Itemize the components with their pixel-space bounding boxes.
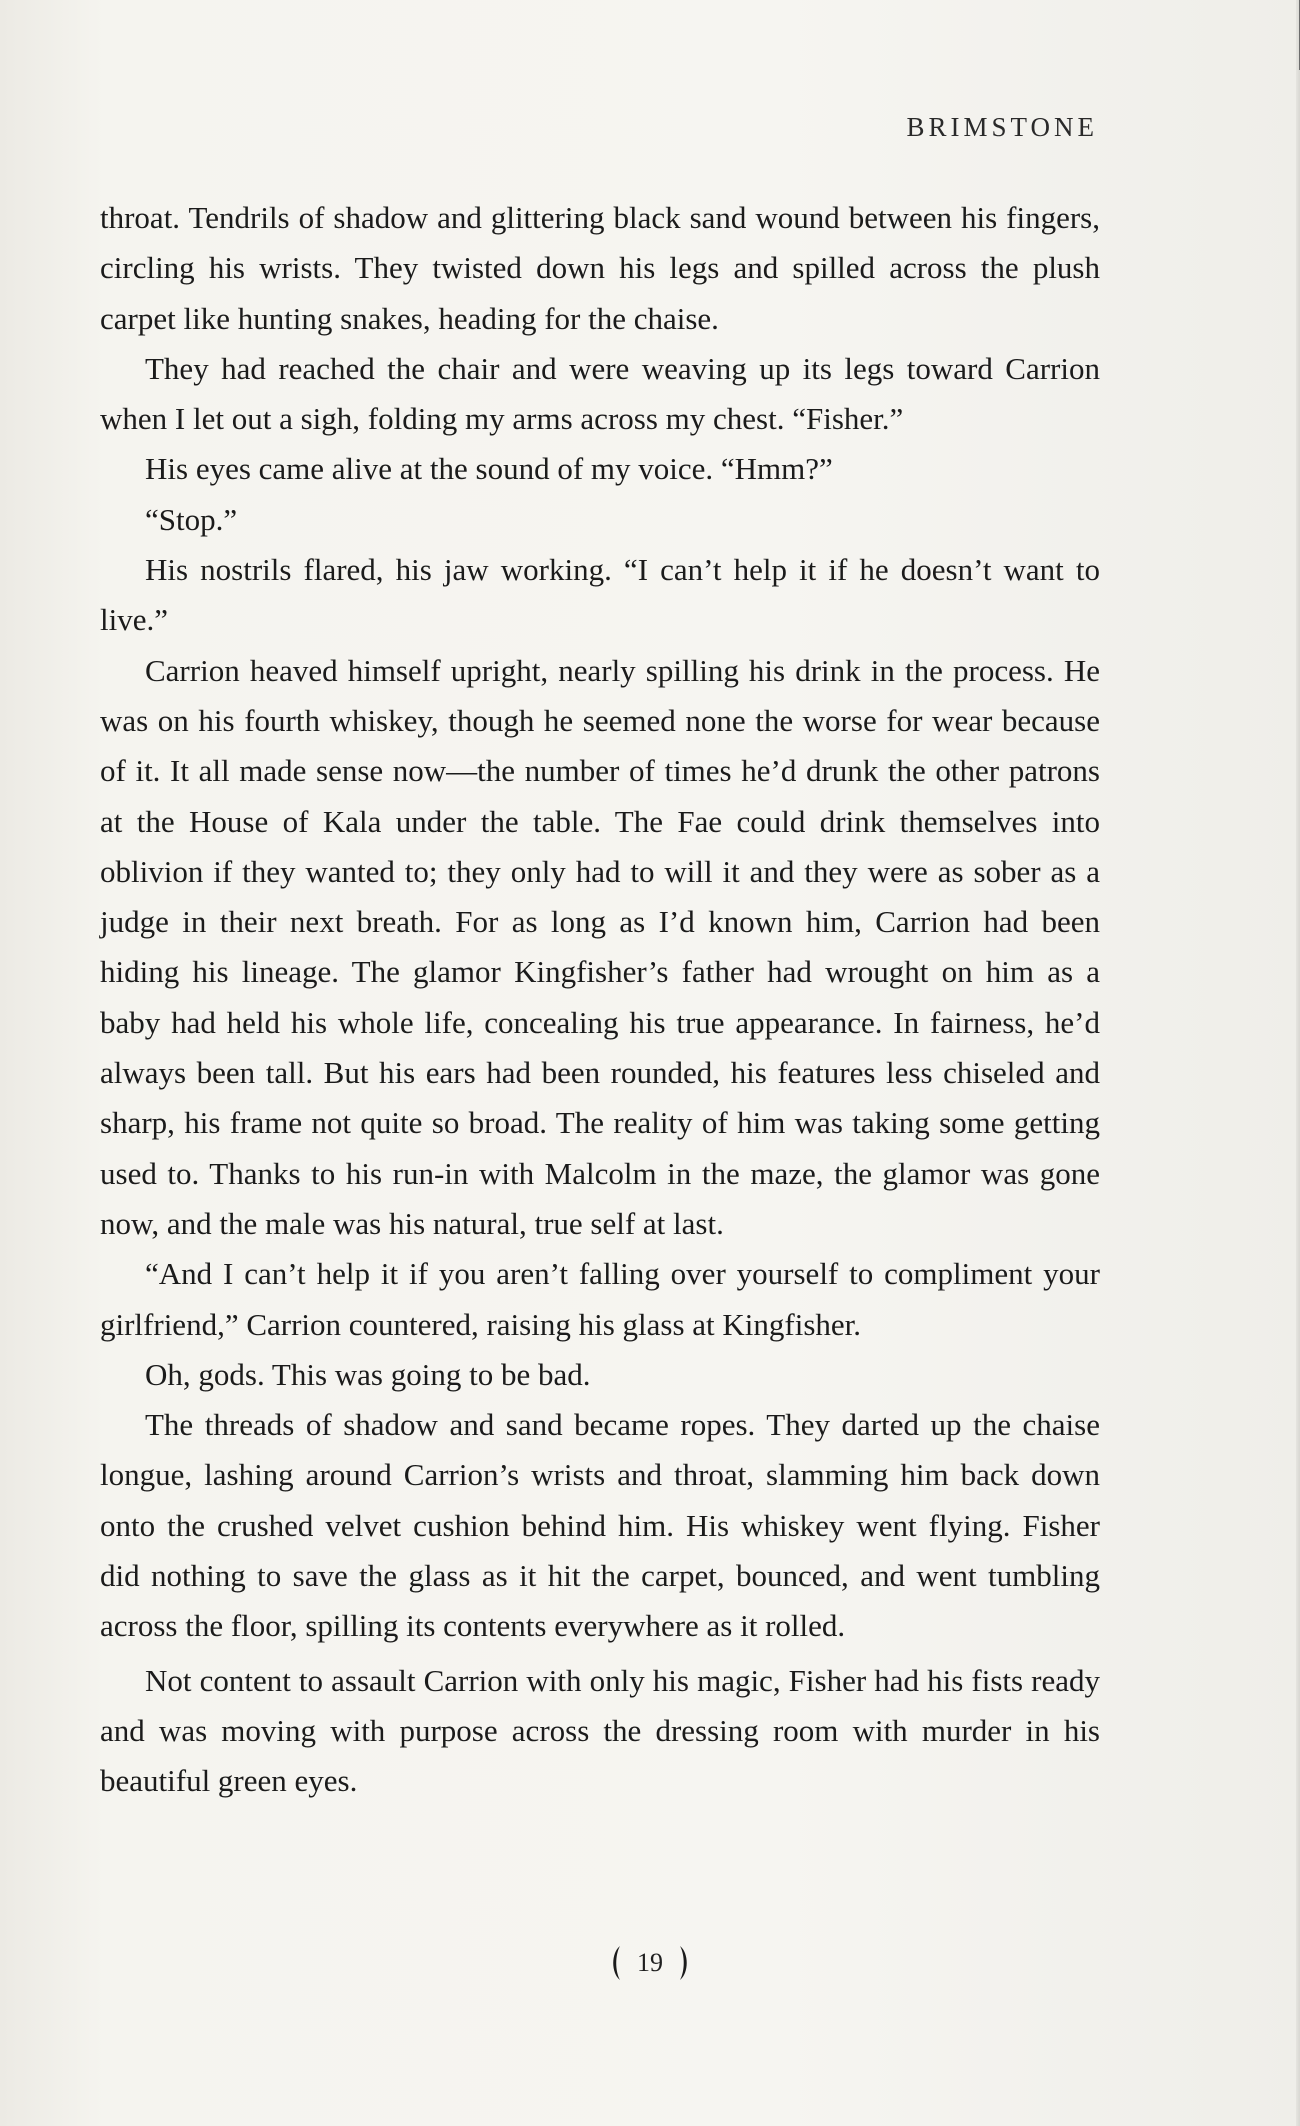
paragraph-7: “And I can’t help it if you aren’t falling over yourself to compliment your girlfriend,” Carrion countered, raising his glass at Kingfisher. [100,1256,1100,1342]
page-edge-shadow [1296,0,1300,2126]
paragraph-8: Oh, gods. This was going to be bad. [145,1356,591,1392]
paragraph-1: throat. Tendrils of shadow and glittering black sand wound between his fingers, circling his wrists. They twisted down his legs and spilled across the plush carpet like hunting snakes, heading for the chaise. [100,200,1100,336]
page-folio [0,1945,1300,1988]
paragraph-3: His eyes came alive at the sound of my voice. “Hmm?” [145,451,833,487]
paragraph-4: “Stop.” [145,501,238,537]
paragraph-10: Not content to assault Carrion with only his magic, Fisher had his fists ready and was moving with purpose across the dressing room with murder in his beautiful green eyes. [100,1662,1100,1799]
paragraph-6: Carrion heaved himself upright, nearly spilling his drink in the process. He was on his fourth whiskey, though he seemed none the worse for wear because of it. It all made sense now—the number of times he’d drunk the other patrons at the House of Kala under the table. The Fae could drink themselves into oblivion if they wanted to; they only had to will it and they were as sober as a judge in their next breath. For as long as I’d known him, Carrion had been hiding his lineage. The glamor Kingfisher’s father had wrought on him as a baby had held his whole life, concealing his true appearance. In fairness, he’d always been tall. But his ears had been rounded, his features less chiseled and sharp, his frame not quite so broad. The reality of him was taking some getting used to. Thanks to his run-in with Malcolm in the maze, the glamor was gone now, and the male was his natural, true self at last. [100,652,1100,1241]
left-leaf-ornament-icon [609,1945,623,1981]
paragraph-9: The threads of shadow and sand became ropes. They darted up the chaise longue, lashing around Carrion’s wrists and throat, slamming him back down onto the crushed velvet cushion behind him. His whiskey went flying. Fisher did nothing to save the glass as it hit the carpet, bounced, and went tumbling across the floor, spilling its contents everywhere as it rolled. [100,1407,1100,1644]
paragraph-5: His nostrils flared, his jaw working. “I can’t help it if he doesn’t want to live.” [100,552,1100,638]
page-number: 19 [637,1948,663,1977]
right-leaf-ornament-icon [677,1945,691,1981]
running-head: BRIMSTONE [906,112,1098,142]
body-text [100,193,1100,1807]
paragraph-2: They had reached the chair and were weaving up its legs toward Carrion when I let out a sigh, folding my arms across my chest. “Fisher.” [100,350,1100,437]
